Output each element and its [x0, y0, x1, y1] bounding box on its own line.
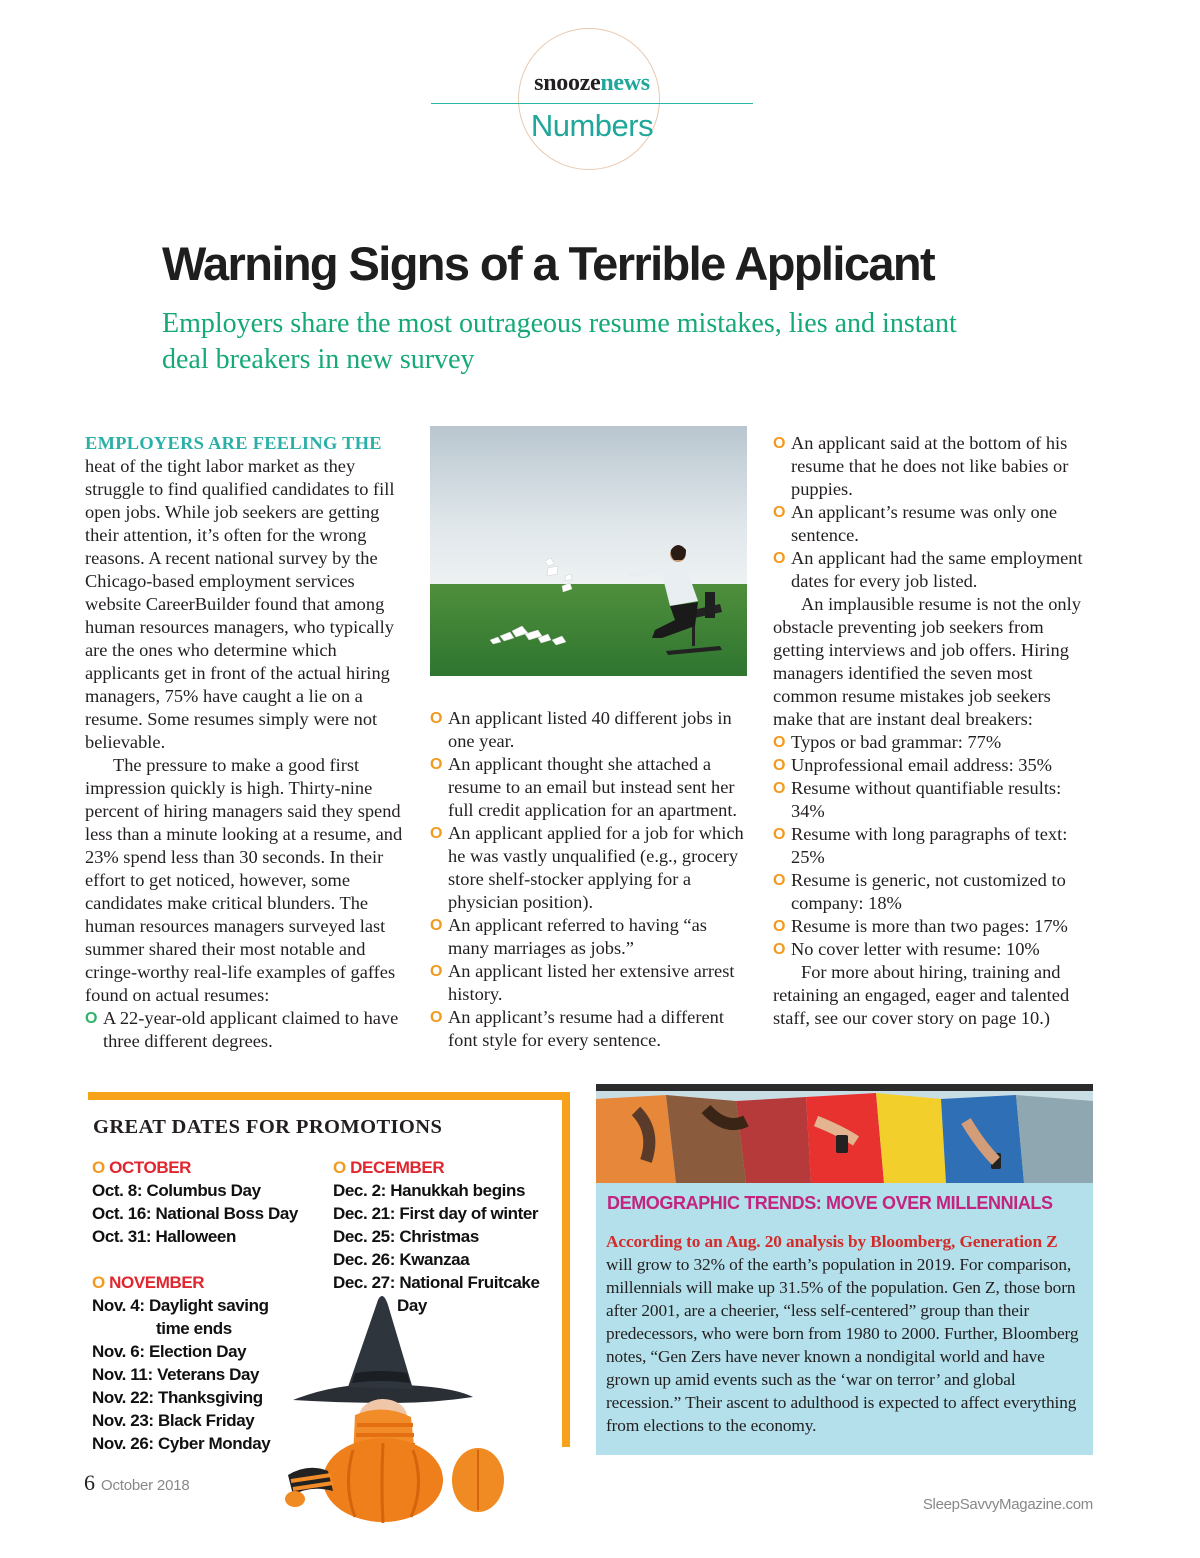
list-item: O An applicant said at the bottom of his resume that he does not like babies or puppies. [773, 432, 1093, 501]
demographic-title: DEMOGRAPHIC TRENDS: MOVE OVER MILLENNIALS [607, 1193, 1053, 1213]
promo-border-right [562, 1092, 570, 1447]
paragraph-4: For more about hiring, training and retaining an engaged, eager and talented staff, see our cover story on page 10.) [773, 962, 1070, 1028]
date-item: Oct. 8: Columbus Day [92, 1181, 261, 1200]
promo-border-top [88, 1092, 570, 1100]
baby-pumpkin-illustration [283, 1285, 523, 1540]
list-item: O An applicant’s resume had a different font style for every sentence. [430, 1006, 752, 1052]
list-item: O A 22-year-old applicant claimed to have three different degrees. [85, 1007, 410, 1053]
column-1 [85, 432, 410, 1053]
demographic-body: will grow to 32% of the earth’s population in 2019. For comparison, millennials will make up 31.5% of the population. Gen Z, those born after 2001, are a cheerier, “less self-centered” group than their predecessors, who were born from 1980 to 2000. Further, Bloomberg notes, “Gen Zers have never known a nondigital world and have grown up amid events such as the ‘war on terror’ and global recession.” Their ascent to adulthood is expected to affect everything from elections to the economy. [606, 1255, 1079, 1435]
date-item: Dec. 2: Hanukkah begins [333, 1181, 526, 1200]
deck: Employers share the most outrageous resume mistakes, lies and instant deal breakers in new survey [162, 308, 957, 375]
list-item: O An applicant listed her extensive arrest history. [430, 960, 752, 1006]
list-item: O An applicant had the same employment dates for every job listed. [773, 547, 1093, 593]
paragraph-1-text: heat of the tight labor market as they struggle to find qualified candidates to fill open jobs. While job seekers are getting their attention, it’s often for the wrong reasons. A recent national survey by the Chicago-based employment services website CareerBuilder found that among human resources managers, who typically are the ones who determine which applicants get in front of the actual hiring managers, 75% have caught a lie on a resume. Some resumes simply were not believable. [85, 456, 395, 752]
list-item: O Resume is generic, not customized to company: 18% [773, 869, 1093, 915]
column-1-list [85, 1007, 410, 1053]
month-heading-october: O OCTOBER [92, 1158, 192, 1177]
demographic-top-bar [596, 1084, 1093, 1091]
demographic-lead: According to an Aug. 20 analysis by Bloomberg, Generation Z [606, 1232, 1058, 1251]
date-item: Oct. 16: National Boss Day [92, 1204, 298, 1223]
people-with-phones-illustration [596, 1091, 1093, 1183]
website-link[interactable]: SleepSavvyMagazine.com [922, 1496, 1093, 1513]
brand-part-1: snooze [534, 70, 601, 96]
page-folio [84, 1470, 190, 1496]
list-item: O No cover letter with resume: 10% [773, 938, 1093, 961]
date-item-continued: Day [397, 1296, 427, 1315]
column-3-list-a [773, 432, 1093, 593]
month-heading-december: O DECEMBER [333, 1158, 445, 1177]
date-item: Dec. 25: Christmas [333, 1227, 479, 1246]
column-2 [430, 707, 752, 1052]
masthead-circle [518, 28, 660, 170]
masthead-brand [431, 70, 753, 97]
headline: Warning Signs of a Terrible Applicant [162, 237, 935, 290]
page-number: 6 [84, 1470, 95, 1495]
date-item: Nov. 6: Election Day [92, 1342, 247, 1361]
date-item: Dec. 27: National Fruitcake [333, 1273, 540, 1292]
list-item: O Unprofessional email address: 35% [773, 754, 1093, 777]
date-item: Dec. 21: First day of winter [333, 1204, 539, 1223]
list-item: O An applicant’s resume was only one sentence. [773, 501, 1093, 547]
baby-pumpkin-photo [283, 1285, 523, 1540]
paragraph-3: An implausible resume is not the only obstacle preventing job seekers from getting interviews and job offers. Hiring managers identified the seven most common resume mistakes job seekers make that are instant deal breakers: [773, 594, 1081, 729]
column-3-list-b [773, 731, 1093, 961]
list-item: O An applicant referred to having “as many marriages as jobs.” [430, 914, 752, 960]
month-heading-november: O NOVEMBER [92, 1273, 205, 1292]
demographic-text [606, 1230, 1086, 1437]
list-item: O Resume without quantifiable results: 34% [773, 777, 1093, 823]
list-item: O An applicant listed 40 different jobs in one year. [430, 707, 752, 753]
section-title: Numbers [530, 108, 654, 143]
date-item: Nov. 22: Thanksgiving [92, 1388, 263, 1407]
list-item: O Resume with long paragraphs of text: 25% [773, 823, 1093, 869]
date-item: Nov. 23: Black Friday [92, 1411, 255, 1430]
date-item: Nov. 11: Veterans Day [92, 1365, 260, 1384]
list-item: O Resume is more than two pages: 17% [773, 915, 1093, 938]
date-item: Nov. 4: Daylight saving [92, 1296, 269, 1315]
lead-caps: EMPLOYERS ARE FEELING THE [85, 433, 382, 453]
date-item: Oct. 31: Halloween [92, 1227, 236, 1246]
date-item: Dec. 26: Kwanzaa [333, 1250, 470, 1269]
paragraph-2: The pressure to make a good first impression quickly is high. Thirty-nine percent of hiring managers said they spend less than a minute looking at a resume, and 23% spend less than 30 seconds. In their effort to get noticed, however, some candidates make critical blunders. The human resources managers surveyed last summer shared their most notable and cringe-worthy real-life examples of gaffes found on actual resumes: [85, 755, 403, 1005]
list-item: O An applicant applied for a job for which he was vastly unqualified (e.g., grocery store shelf-stocker applying for a physician position). [430, 822, 752, 914]
article-photo [430, 426, 747, 676]
column-3 [773, 432, 1093, 1030]
date-item-continued: time ends [156, 1319, 232, 1338]
date-item: Nov. 26: Cyber Monday [92, 1434, 271, 1453]
brand-part-2: news [600, 70, 650, 96]
demographic-photo [596, 1091, 1093, 1183]
paragraph-1 [85, 432, 410, 754]
list-item: O Typos or bad grammar: 77% [773, 731, 1093, 754]
field-photo-illustration [430, 426, 747, 676]
column-2-list [430, 707, 752, 1052]
issue-date: October 2018 [101, 1477, 190, 1494]
masthead-rule [431, 103, 753, 104]
list-item: O An applicant thought she attached a resume to an email but instead sent her full credit application for an apartment. [430, 753, 752, 822]
promo-title: GREAT DATES FOR PROMOTIONS [93, 1116, 443, 1138]
